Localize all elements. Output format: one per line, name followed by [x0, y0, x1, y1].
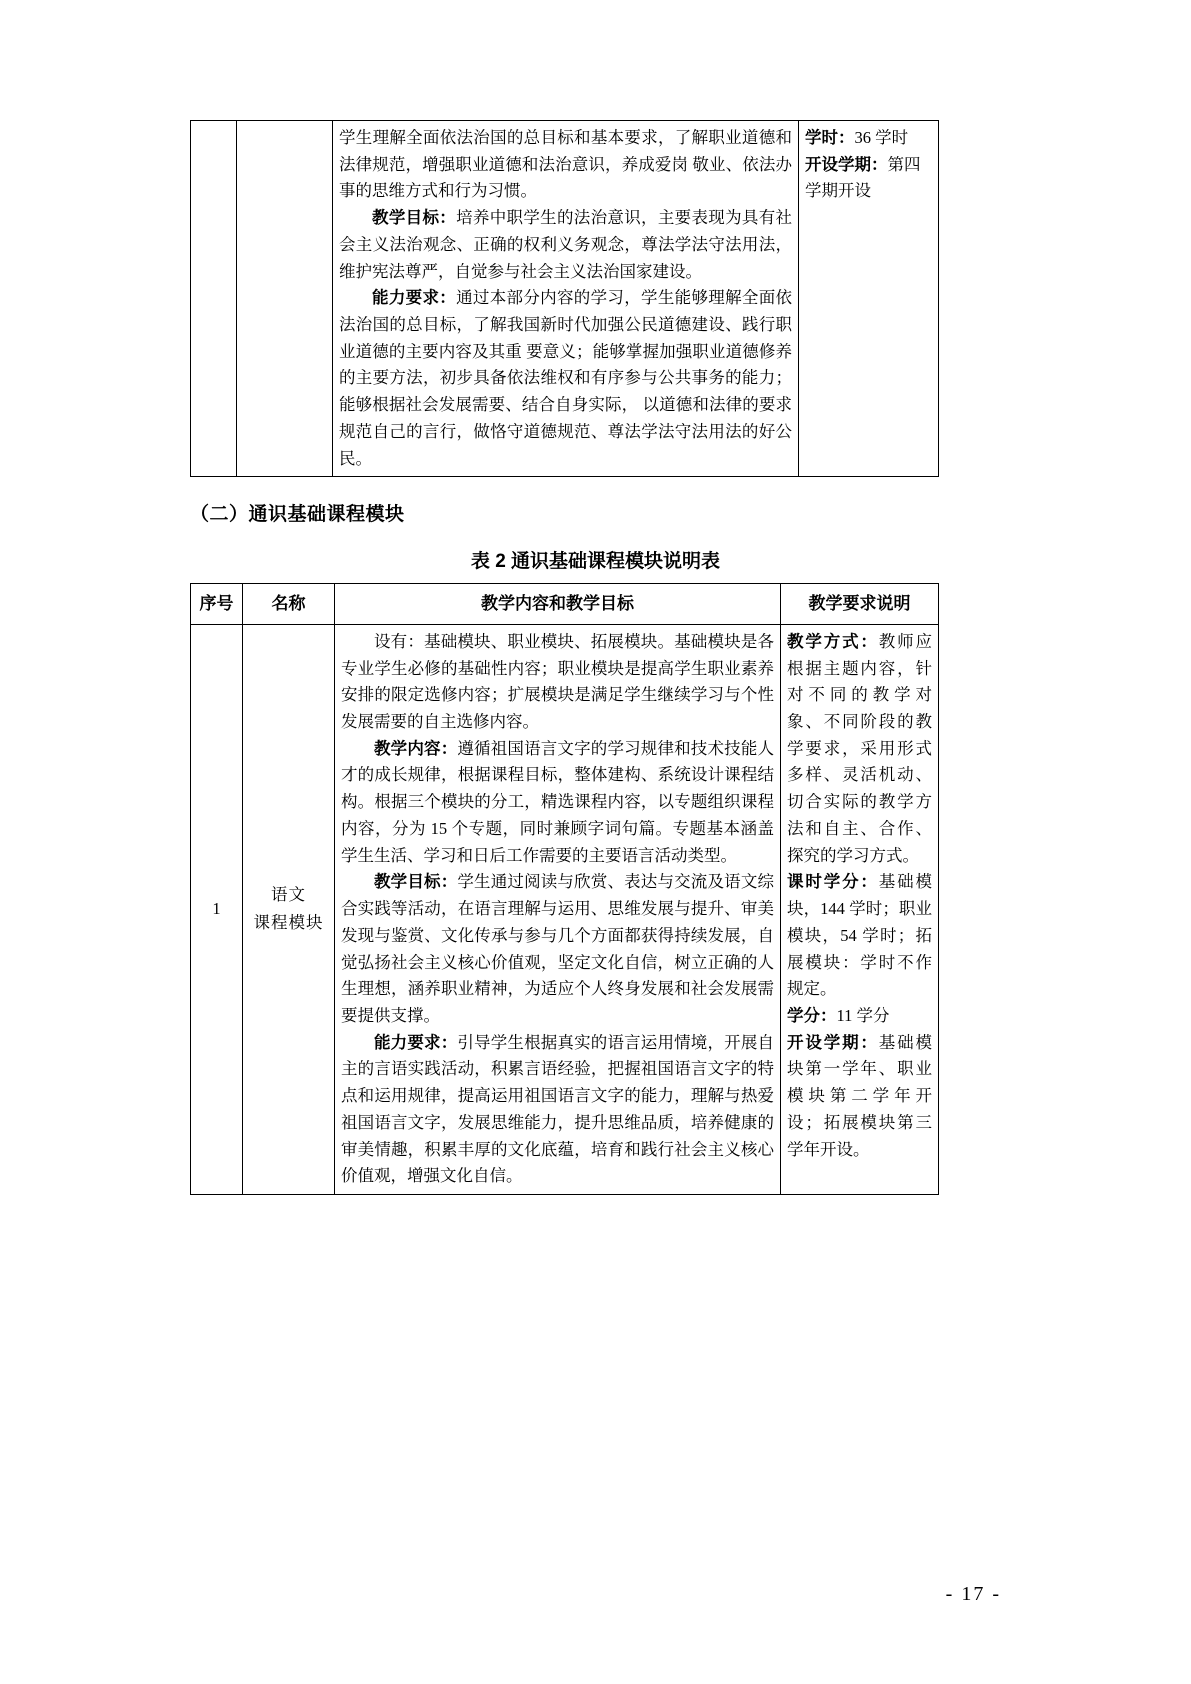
content-paragraph: 教学内容：遵循祖国语言文字的学习规律和技术技能人才的成长规律，根据课程目标，整体建构、系统设计课程结构。根据三个模块的分工，精选课程内容，以专题组织课程内容，分为 15 个专题，同时兼顾字词句篇。专题基本涵盖学生生活、学习和日后工作需要的主要语言活动类型。 [341, 738, 775, 865]
requirement-line: 学时：36 学时 [805, 128, 909, 147]
row-index-cell [191, 121, 237, 477]
header-content: 教学内容和教学目标 [335, 584, 781, 625]
requirement-label: 开设学期： [805, 154, 888, 174]
table-caption: 表 2 通识基础课程模块说明表 [470, 551, 721, 573]
row-name-line: 语文 [271, 885, 306, 905]
table-row [191, 121, 939, 477]
paragraph-label: 能力要求： [372, 288, 457, 308]
requirement-line: 开设学期：第四学期开设 [805, 154, 921, 201]
row-name-line: 课程模块 [253, 913, 324, 933]
requirement-paragraph: 开设学期：基础模块第一学年、职业模块第二学年开设；拓展模块第三学年开设。 [787, 1032, 933, 1159]
content-paragraph: 能力要求：引导学生根据真实的语言运用情境，开展自主的言语实践活动，积累言语经验，把握祖国语言文字的特点和运用规律，提高运用祖国语言文字的能力，理解与热爱祖国语言文字，发展思维能力，提升思维品质，培养健康的审美情趣，积累丰厚的文化底蕴，培育和践行社会主义核心价值观，增强文化自信。 [341, 1032, 775, 1186]
page-number: - 17 - [945, 1583, 1001, 1605]
course-table-continuation [190, 120, 939, 477]
header-requirement: 教学要求说明 [781, 584, 939, 625]
header-name: 名称 [243, 584, 335, 625]
row-requirement-cell [781, 624, 939, 1194]
requirement-label: 学分： [787, 1005, 837, 1025]
requirement-label: 课时学分： [787, 872, 879, 892]
table-row [191, 624, 939, 1194]
row-name-cell [237, 121, 333, 477]
content-paragraph: 能力要求：通过本部分内容的学习，学生能够理解全面依法治国的总目标，了解我国新时代加强公民道德建设、践行职业道德的主要内容及其重 要意义；能够掌握加强职业道德修养的主要方法，初步具备依法维权和有序参与公共事务的能力；能够根据社会发展需要、结合自身实际， 以道德和法律的要求规范自己的言行，做恪守道德规范、尊法学法守法用法的好公民。 [339, 288, 792, 468]
general-education-module-table [190, 583, 939, 1195]
row-name-cell [243, 624, 335, 1194]
row-content-cell [335, 624, 781, 1194]
row-requirement-cell [799, 121, 939, 477]
requirement-paragraph: 学分：11 学分 [787, 1005, 890, 1025]
requirement-paragraph: 课时学分：基础模块，144 学时；职业模块，54 学时；拓展模块：学时不作规定。 [787, 872, 933, 999]
paragraph-label: 能力要求： [374, 1032, 458, 1052]
requirement-label: 开设学期： [787, 1032, 879, 1052]
section-heading: （二）通识基础课程模块 [190, 504, 405, 526]
header-index: 序号 [191, 584, 243, 625]
table-header-row [191, 584, 939, 625]
content-paragraph: 教学目标：培养中职学生的法治意识，主要表现为具有社会主义法治观念、正确的权利义务观念，尊法学法守法用法，维护宪法尊严，自觉参与社会主义法治国家建设。 [339, 208, 792, 281]
requirement-label: 教学方式： [787, 631, 879, 651]
requirement-label: 学时： [805, 128, 855, 147]
row-index-cell: 1 [191, 624, 243, 1194]
content-paragraph: 学生理解全面依法治国的总目标和基本要求，了解职业道德和法律规范，增强职业道德和法治意识，养成爱岗 敬业、依法办事的思维方式和行为习惯。 [339, 128, 792, 201]
paragraph-label: 教学目标： [374, 872, 458, 892]
row-content-cell [333, 121, 799, 477]
content-paragraph: 教学目标：学生通过阅读与欣赏、表达与交流及语文综合实践等活动，在语言理解与运用、思维发展与提升、审美发现与鉴赏、文化传承与参与几个方面都获得持续发展，自觉弘扬社会主义核心价值观，坚定文化自信，树立正确的人生理想，涵养职业精神，为适应个人终身发展和社会发展需要提供支撑。 [341, 872, 775, 1025]
requirement-paragraph: 教学方式：教师应根据主题内容，针对不同的教学对象、不同阶段的教学要求，采用形式多样、灵活机动、切合实际的教学方法和自主、合作、探究的学习方式。 [787, 631, 933, 865]
paragraph-label: 教学内容： [374, 738, 458, 758]
paragraph-label: 教学目标： [372, 208, 457, 228]
content-paragraph: 设有：基础模块、职业模块、拓展模块。基础模块是各专业学生必修的基础性内容；职业模块是提高学生职业素养安排的限定选修内容；扩展模块是满足学生继续学习与个性发展需要的自主选修内容。 [341, 631, 774, 732]
